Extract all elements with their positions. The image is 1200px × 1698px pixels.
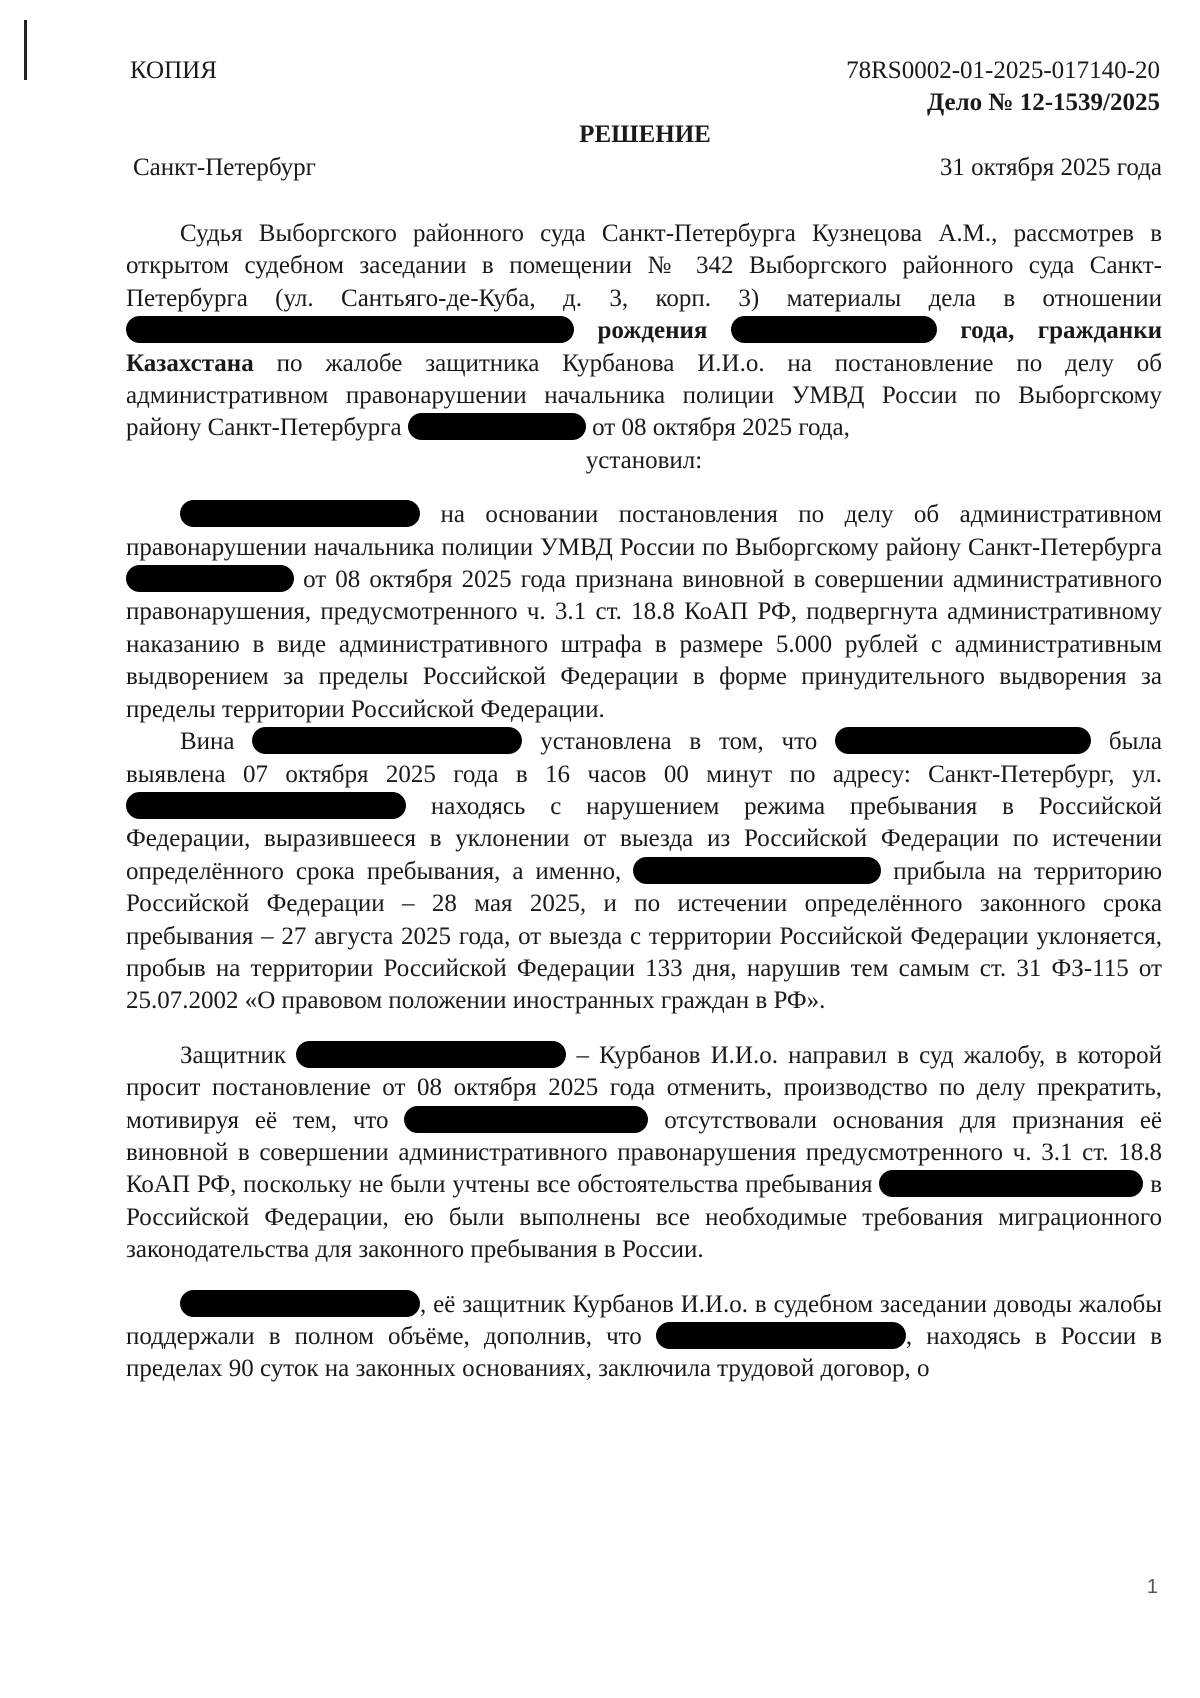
document-body [126, 218, 1162, 1386]
redaction [731, 316, 937, 343]
redaction [408, 413, 586, 440]
case-uid: 78RS0002-01-2025-017140-20 [846, 57, 1160, 84]
redaction [126, 316, 574, 343]
spacer [126, 1267, 1162, 1289]
redaction [835, 727, 1091, 754]
redaction [404, 1106, 648, 1133]
redaction [879, 1170, 1143, 1197]
redaction [633, 857, 881, 884]
margin-mark [24, 20, 27, 80]
spacer [126, 1018, 1162, 1040]
intro-paragraph: Судья Выборгского районного суда Санкт-Петербурга Кузнецова А.М., рассмотрев в открытом судебном заседании в помещении № 342 Выборгского районного суда Санкт-Петербурга (ул. Сантьяго-де-Куба, д. 3, корп. 3) материалы дела в отношении рождения года, гражданки Казахстана по жалобе защитника Курбанова И.И.о. на постановление по делу об административном правонарушении начальника полиции УМВД России по Выборгскому району Санкт-Петербурга от 08 октября 2025 года, [126, 220, 1163, 442]
redaction [126, 565, 294, 592]
redaction [296, 1041, 566, 1068]
copy-stamp: КОПИЯ [130, 57, 217, 84]
document-date: 31 октября 2025 года [939, 154, 1162, 181]
document-title: РЕШЕНИЕ [579, 121, 711, 148]
redaction [180, 1290, 420, 1317]
page-number: 1 [1146, 1576, 1158, 1598]
paragraph-2: Вина установлена в том, что была выявлена 07 октября 2025 года в 16 часов 00 минут по адресу: Санкт-Петербург, ул. находясь с нарушением режима пребывания в Российской Федерации, выразившееся в уклонении от выезда из Российской Федерации по истечении определённого срока пребывания, а именно, прибыла на территорию Российской Федерации – 28 мая 2025, и по истечении определённого законного срока пребывания – 27 августа 2025 года, от выезда с территории Российской Федерации уклоняется, пробыв на территории Российской Федерации 133 дня, нарушив тем самым ст. 31 ФЗ-115 от 25.07.2002 «О правовом положении иностранных граждан в РФ». [126, 728, 1163, 1015]
paragraph-1: на основании постановления по делу об административном правонарушении начальника полиции УМВД России по Выборгскому району Санкт-Петербурга от 08 октября 2025 года признана виновной в совершении административного правонарушения, предусмотренного ч. 3.1 ст. 18.8 КоАП РФ, подвергнута административному наказанию в виде административного штрафа в размере 5.000 рублей с административным выдворением за пределы Российской Федерации в форме принудительного выдворения за пределы территории Российской Федерации. [126, 501, 1163, 723]
paragraph-4: , её защитник Курбанов И.И.о. в судебном заседании доводы жалобы поддержали в полном объёме, дополнив, что , находясь в России в пределах 90 суток на законных основаниях, заключила трудовой договор, о [126, 1290, 1163, 1383]
redaction [656, 1322, 906, 1349]
section-heading: установил: [585, 446, 703, 474]
case-number: Дело № 12-1539/2025 [926, 89, 1160, 116]
paragraph-3: Защитник – Курбанов И.И.о. направил в суд жалобу, в которой просит постановление от 08 октября 2025 года отменить, производство по делу прекратить, мотивируя её тем, что отсутствовали основания для признания её виновной в совершении административного правонарушения предусмотренного ч. 3.1 ст. 18.8 КоАП РФ, поскольку не были учтены все обстоятельства пребывания в Российской Федерации, ею были выполнены все необходимые требования миграционного законодательства для законного пребывания в России. [126, 1041, 1163, 1264]
city: Санкт-Петербург [133, 154, 316, 181]
redaction [252, 727, 522, 754]
redaction [126, 792, 406, 819]
redaction [180, 500, 420, 527]
spacer [126, 477, 1162, 499]
